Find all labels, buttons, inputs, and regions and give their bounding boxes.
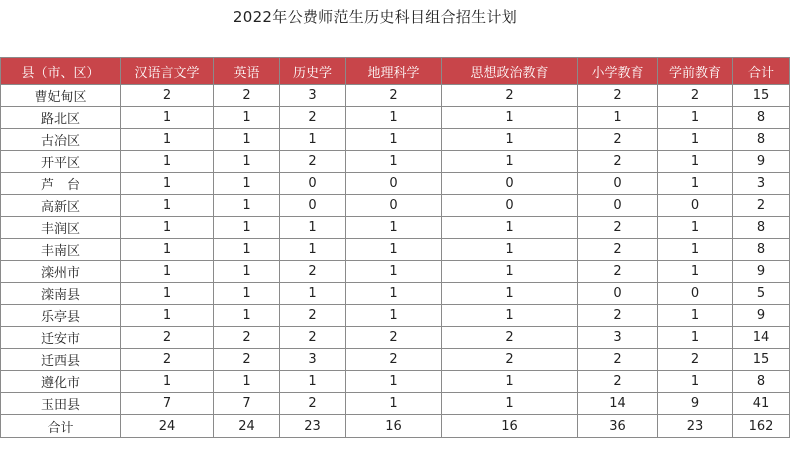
- cell-history: 0: [280, 195, 346, 217]
- cell-english: 1: [214, 195, 280, 217]
- cell-english: 2: [214, 85, 280, 107]
- cell-political-education: 1: [442, 371, 578, 393]
- cell-county: 遵化市: [1, 371, 121, 393]
- cell-total: 14: [733, 327, 790, 349]
- cell-county: 高新区: [1, 195, 121, 217]
- cell-total: 9: [733, 305, 790, 327]
- cell-total: 5: [733, 283, 790, 305]
- cell-total: 8: [733, 217, 790, 239]
- cell-history: 1: [280, 129, 346, 151]
- cell-english: 2: [214, 349, 280, 371]
- cell-preschool-education: 1: [658, 107, 733, 129]
- cell-primary-education: 0: [578, 195, 658, 217]
- cell-history: 1: [280, 283, 346, 305]
- cell-political-education: 1: [442, 393, 578, 415]
- header-chinese-literature: 汉语言文学: [121, 58, 214, 85]
- cell-preschool-education: 1: [658, 217, 733, 239]
- table-row: [1, 327, 790, 349]
- cell-geography: 1: [346, 239, 442, 261]
- total-cell-total: 162: [733, 415, 790, 438]
- cell-county: 古冶区: [1, 129, 121, 151]
- cell-english: 2: [214, 327, 280, 349]
- table-row: [1, 239, 790, 261]
- cell-geography: 0: [346, 173, 442, 195]
- cell-history: 3: [280, 85, 346, 107]
- cell-primary-education: 2: [578, 151, 658, 173]
- cell-preschool-education: 2: [658, 85, 733, 107]
- cell-english: 1: [214, 371, 280, 393]
- cell-preschool-education: 0: [658, 283, 733, 305]
- total-cell-chinese-literature: 24: [121, 415, 214, 438]
- cell-chinese-literature: 1: [121, 239, 214, 261]
- cell-total: 15: [733, 349, 790, 371]
- cell-geography: 1: [346, 283, 442, 305]
- table-row: [1, 217, 790, 239]
- cell-total: 8: [733, 239, 790, 261]
- cell-preschool-education: 0: [658, 195, 733, 217]
- table-row: [1, 195, 790, 217]
- cell-political-education: 0: [442, 195, 578, 217]
- cell-county: 乐亭县: [1, 305, 121, 327]
- cell-geography: 1: [346, 371, 442, 393]
- cell-preschool-education: 1: [658, 239, 733, 261]
- cell-county: 路北区: [1, 107, 121, 129]
- cell-geography: 1: [346, 151, 442, 173]
- header-preschool-education: 学前教育: [658, 58, 733, 85]
- cell-total: 41: [733, 393, 790, 415]
- table-row: [1, 305, 790, 327]
- cell-total: 2: [733, 195, 790, 217]
- total-row: [1, 415, 790, 438]
- total-cell-preschool-education: 23: [658, 415, 733, 438]
- cell-english: 1: [214, 151, 280, 173]
- table-row: [1, 393, 790, 415]
- cell-history: 0: [280, 173, 346, 195]
- total-cell-english: 24: [214, 415, 280, 438]
- cell-political-education: 1: [442, 261, 578, 283]
- cell-history: 2: [280, 327, 346, 349]
- cell-geography: 0: [346, 195, 442, 217]
- cell-county: 芦 台: [1, 173, 121, 195]
- cell-total: 15: [733, 85, 790, 107]
- enrollment-plan-table: [0, 57, 790, 438]
- cell-english: 1: [214, 107, 280, 129]
- cell-primary-education: 2: [578, 217, 658, 239]
- cell-county: 曹妃甸区: [1, 85, 121, 107]
- cell-english: 1: [214, 173, 280, 195]
- cell-political-education: 1: [442, 239, 578, 261]
- cell-history: 1: [280, 217, 346, 239]
- cell-preschool-education: 1: [658, 305, 733, 327]
- cell-primary-education: 2: [578, 261, 658, 283]
- cell-political-education: 2: [442, 327, 578, 349]
- cell-geography: 1: [346, 305, 442, 327]
- table-row: [1, 151, 790, 173]
- cell-english: 1: [214, 239, 280, 261]
- cell-chinese-literature: 7: [121, 393, 214, 415]
- table-row: [1, 107, 790, 129]
- table-body: [1, 85, 790, 438]
- cell-political-education: 2: [442, 349, 578, 371]
- cell-chinese-literature: 1: [121, 173, 214, 195]
- cell-geography: 1: [346, 217, 442, 239]
- cell-english: 1: [214, 217, 280, 239]
- total-cell-history: 23: [280, 415, 346, 438]
- cell-county: 迁安市: [1, 327, 121, 349]
- cell-county: 玉田县: [1, 393, 121, 415]
- cell-geography: 2: [346, 85, 442, 107]
- total-cell-county: 合计: [1, 415, 121, 438]
- cell-chinese-literature: 1: [121, 151, 214, 173]
- table-row: [1, 173, 790, 195]
- header-english: 英语: [214, 58, 280, 85]
- cell-preschool-education: 9: [658, 393, 733, 415]
- table-header: [1, 58, 790, 85]
- cell-primary-education: 1: [578, 107, 658, 129]
- cell-chinese-literature: 2: [121, 327, 214, 349]
- cell-chinese-literature: 1: [121, 261, 214, 283]
- cell-chinese-literature: 1: [121, 107, 214, 129]
- total-cell-geography: 16: [346, 415, 442, 438]
- table-row: [1, 371, 790, 393]
- cell-chinese-literature: 1: [121, 305, 214, 327]
- cell-preschool-education: 2: [658, 349, 733, 371]
- cell-political-education: 1: [442, 129, 578, 151]
- cell-primary-education: 2: [578, 371, 658, 393]
- cell-political-education: 1: [442, 107, 578, 129]
- cell-preschool-education: 1: [658, 173, 733, 195]
- cell-primary-education: 2: [578, 239, 658, 261]
- cell-chinese-literature: 1: [121, 217, 214, 239]
- cell-total: 9: [733, 151, 790, 173]
- cell-english: 7: [214, 393, 280, 415]
- cell-total: 8: [733, 107, 790, 129]
- cell-preschool-education: 1: [658, 371, 733, 393]
- cell-political-education: 1: [442, 217, 578, 239]
- cell-county: 丰南区: [1, 239, 121, 261]
- cell-chinese-literature: 2: [121, 85, 214, 107]
- cell-geography: 2: [346, 327, 442, 349]
- cell-geography: 1: [346, 393, 442, 415]
- cell-primary-education: 0: [578, 283, 658, 305]
- cell-preschool-education: 1: [658, 151, 733, 173]
- cell-english: 1: [214, 305, 280, 327]
- cell-history: 2: [280, 107, 346, 129]
- cell-history: 2: [280, 305, 346, 327]
- total-cell-primary-education: 36: [578, 415, 658, 438]
- cell-total: 3: [733, 173, 790, 195]
- cell-primary-education: 14: [578, 393, 658, 415]
- cell-history: 3: [280, 349, 346, 371]
- cell-geography: 2: [346, 349, 442, 371]
- cell-total: 9: [733, 261, 790, 283]
- header-political-education: 思想政治教育: [442, 58, 578, 85]
- cell-total: 8: [733, 371, 790, 393]
- table-row: [1, 129, 790, 151]
- cell-history: 2: [280, 393, 346, 415]
- header-row: [1, 58, 790, 85]
- cell-chinese-literature: 1: [121, 283, 214, 305]
- cell-preschool-education: 1: [658, 327, 733, 349]
- cell-history: 1: [280, 239, 346, 261]
- cell-political-education: 2: [442, 85, 578, 107]
- header-primary-education: 小学教育: [578, 58, 658, 85]
- table-row: [1, 85, 790, 107]
- cell-geography: 1: [346, 129, 442, 151]
- cell-primary-education: 2: [578, 85, 658, 107]
- cell-primary-education: 2: [578, 305, 658, 327]
- cell-political-education: 1: [442, 151, 578, 173]
- table-row: [1, 349, 790, 371]
- cell-political-education: 1: [442, 305, 578, 327]
- cell-history: 2: [280, 261, 346, 283]
- cell-history: 2: [280, 151, 346, 173]
- cell-preschool-education: 1: [658, 129, 733, 151]
- cell-county: 丰润区: [1, 217, 121, 239]
- header-total: 合计: [733, 58, 790, 85]
- cell-english: 1: [214, 261, 280, 283]
- cell-history: 1: [280, 371, 346, 393]
- cell-geography: 1: [346, 261, 442, 283]
- cell-english: 1: [214, 129, 280, 151]
- table-row: [1, 261, 790, 283]
- cell-total: 8: [733, 129, 790, 151]
- cell-primary-education: 2: [578, 349, 658, 371]
- header-history: 历史学: [280, 58, 346, 85]
- cell-primary-education: 0: [578, 173, 658, 195]
- total-cell-political-education: 16: [442, 415, 578, 438]
- cell-chinese-literature: 1: [121, 129, 214, 151]
- cell-county: 滦州市: [1, 261, 121, 283]
- cell-chinese-literature: 2: [121, 349, 214, 371]
- cell-primary-education: 3: [578, 327, 658, 349]
- header-county: 县（市、区）: [1, 58, 121, 85]
- cell-chinese-literature: 1: [121, 195, 214, 217]
- cell-primary-education: 2: [578, 129, 658, 151]
- cell-county: 滦南县: [1, 283, 121, 305]
- cell-political-education: 0: [442, 173, 578, 195]
- cell-county: 开平区: [1, 151, 121, 173]
- cell-geography: 1: [346, 107, 442, 129]
- cell-chinese-literature: 1: [121, 371, 214, 393]
- header-geography: 地理科学: [346, 58, 442, 85]
- table-row: [1, 283, 790, 305]
- cell-political-education: 1: [442, 283, 578, 305]
- document-title: 2022年公费师范生历史科目组合招生计划: [232, 8, 518, 26]
- cell-county: 迁西县: [1, 349, 121, 371]
- cell-english: 1: [214, 283, 280, 305]
- cell-preschool-education: 1: [658, 261, 733, 283]
